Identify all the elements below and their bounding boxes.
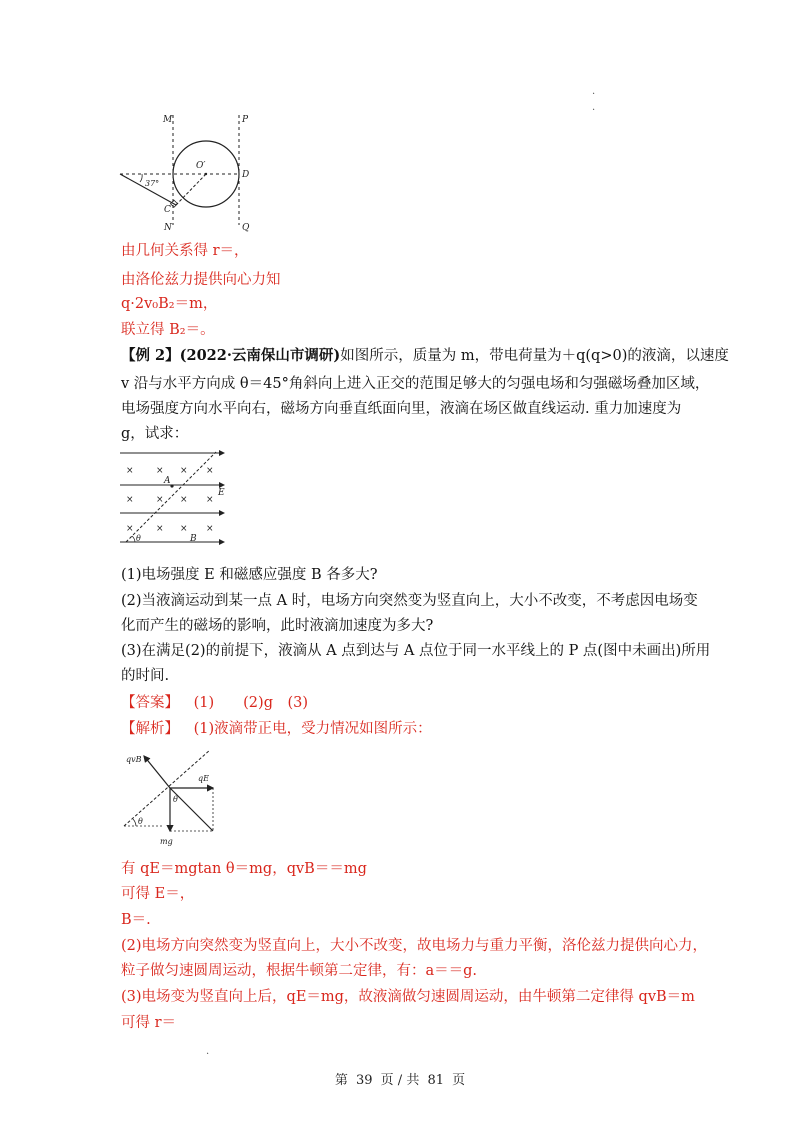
b-field-cross: × [156,466,164,476]
example-2-header [121,346,729,366]
example-2-text: 如图所示，质量为 m，带电荷量为＋q(q>0)的液滴，以速度 [340,348,729,364]
example-2-line: g，试求： [121,426,189,442]
page-footer [0,1069,800,1088]
label-b: B [190,534,197,544]
b-field-cross: × [206,524,214,534]
page-number: 39 [355,1073,373,1088]
solution-line: 有 qE＝mgtan θ＝mg，qvB＝＝mg [121,861,367,877]
question-2: (2)当液滴运动到某一点 A 时，电场方向突然变为竖直向上，大小不改变，不考虑因电场变 [121,593,698,609]
point-a [170,484,173,487]
label-angle: 37° [145,179,160,188]
answer-line [121,693,308,713]
label-e: E [218,488,225,498]
b-field-cross: × [180,524,188,534]
b-field-cross: × [180,466,188,476]
label-qe: qE [198,774,209,783]
total-pages: 81 [427,1073,445,1088]
label-theta: θ [136,534,141,543]
solution-line: (3)电场变为竖直向上后，qE＝mg，故液滴做匀速圆周运动，由牛顿第二定律得 qvB＝m [121,989,695,1005]
analysis-tag: 【解析】 [121,721,179,737]
figure-field-region [118,449,233,549]
example-2-tag: 【例 2】(2022·云南保山市调研) [121,347,341,364]
question-3: (3)在满足(2)的前提下，液滴从 A 点到达与 A 点位于同一水平线上的 P 点(图中未画出)所用 [121,643,711,659]
analysis-line [121,719,432,739]
solution-line: B＝. [121,912,151,928]
label-m: M [163,115,173,125]
theta-arc [133,819,136,826]
example-2-line: 电场强度方向水平向右，磁场方向垂直纸面向里，液滴在场区做直线运动. 重力加速度为 [121,401,682,417]
footer-label: 第 [334,1073,348,1088]
solution-line: 由洛伦兹力提供向心力知 [121,272,281,288]
b-field-cross: × [180,495,188,505]
b-field-cross: × [126,495,134,505]
label-a: A [164,476,171,486]
footer-label: 页 [452,1073,466,1088]
b-field-cross: × [206,466,214,476]
label-p: P [242,115,249,125]
b-field-cross: × [126,466,134,476]
question-2-cont: 化而产生的磁场的影响，此时液滴加速度为多大? [121,618,434,634]
b-field-cross: × [126,524,134,534]
stray-dot: . [592,102,596,113]
center-point [205,173,207,175]
b-field-cross: × [156,495,164,505]
answer-tag: 【答案】 [121,695,179,711]
figure-force-diagram [118,748,228,848]
solution-line: q·2v₀B₂＝m， [121,296,218,312]
label-o: O′ [196,161,206,171]
theta-arc [132,536,135,542]
b-field-cross: × [156,524,164,534]
b-field-cross: × [206,495,214,505]
footer-label: 页 / 共 [380,1073,420,1088]
answer-text: (1) (2)g (3) [193,695,309,711]
solution-line: 由几何关系得 r＝， [121,243,249,259]
solution-line: 联立得 B₂＝。 [121,322,215,338]
stray-dot: . [592,86,596,97]
radius-line [176,174,206,205]
analysis-text: (1)液滴带正电，受力情况如图所示： [193,721,432,737]
label-d: D [242,170,250,180]
label-n: N [164,223,172,233]
label-q: Q [242,223,250,233]
force-qvb [144,756,170,788]
example-2-line: v 沿与水平方向成 θ＝45°角斜向上进入正交的范围足够大的匀强电场和匀强磁场叠加区域， [121,376,710,392]
label-mg: mg [160,837,173,846]
figure-circle-field [118,110,268,235]
label-theta-force: θ [173,795,178,804]
solution-line: (2)电场方向突然变为竖直向上，大小不改变，故电场力与重力平衡，洛伦兹力提供向心力， [121,938,708,954]
trajectory-line [126,452,216,542]
stray-dot: . [206,1046,210,1057]
question-1: (1)电场强度 E 和磁感应强度 B 各多大? [121,567,378,583]
label-theta-angle: θ [138,817,143,826]
solution-line: 可得 r＝ [121,1015,177,1031]
solution-line: 可得 E＝， [121,886,195,902]
question-3-cont: 的时间. [121,668,170,684]
label-qvb: qvB [126,755,142,764]
angle-arc [140,174,142,182]
solution-line: 粒子做匀速圆周运动，根据牛顿第二定律，有：a＝＝g. [121,963,478,979]
label-c: C [164,205,171,215]
